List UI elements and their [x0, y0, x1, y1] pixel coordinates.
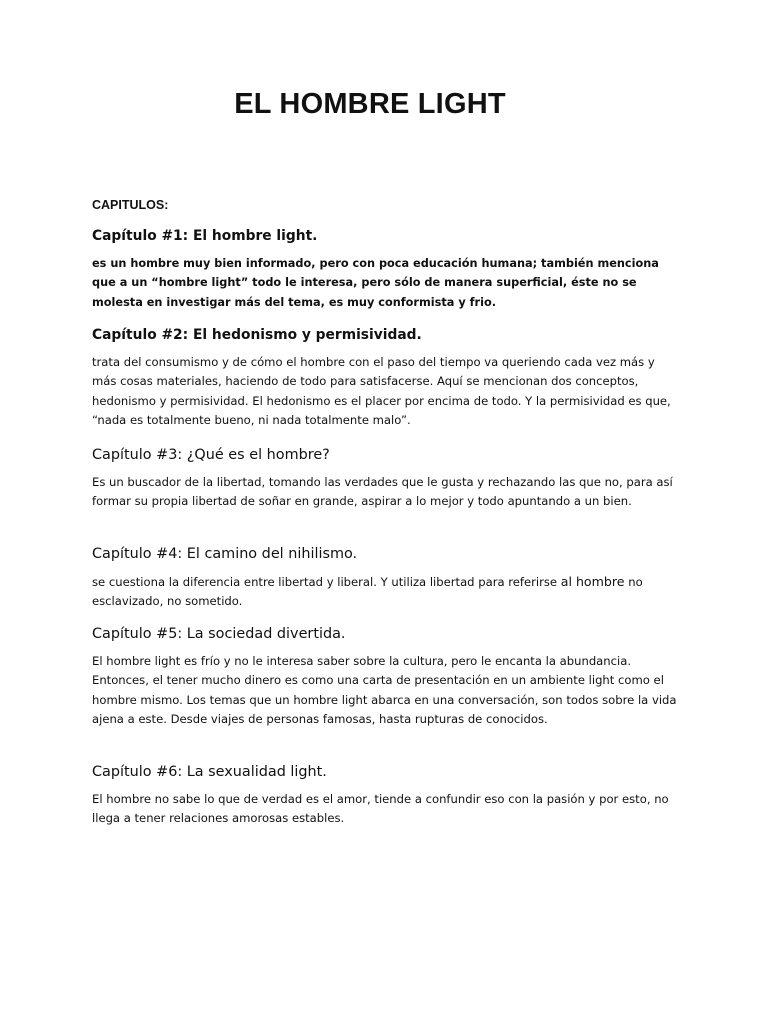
chapter-heading: Capítulo #1: El hombre light.	[92, 228, 318, 244]
document-title: EL HOMBRE LIGHT	[234, 88, 506, 120]
chapter-6	[92, 762, 682, 829]
chapter-body: El hombre no sabe lo que de verdad es el amor, tiende a confundir eso con la pasión y por esto, no llega a tener relaciones amorosas estables.	[92, 792, 669, 826]
chapter-body-emphasis: al hombre	[560, 574, 625, 589]
chapter-body-text: se cuestiona la diferencia entre libertad y liberal. Y utiliza libertad para referirse	[92, 575, 561, 589]
chapter-body: trata del consumismo y de cómo el hombre con el paso del tiempo va queriendo cada vez más y más cosas materiales, haciendo de todo para satisfacerse. Aquí se mencionan dos conceptos, hedonismo y permisividad. El hedonismo es el placer por encima de todo. Y la permisividad es que, “nada es totalmente bueno, ni nada totalmente malo”.	[92, 355, 671, 427]
chapter-body	[92, 572, 682, 612]
chapter-body: Es un buscador de la libertad, tomando las verdades que le gusta y rechazando las que no, para así formar su propia libertad de soñar en grande, aspirar a lo mejor y todo apuntando a un bien.	[92, 475, 673, 509]
chapter-heading: Capítulo #6: La sexualidad light.	[92, 764, 327, 780]
chapter-heading: Capítulo #3: ¿Qué es el hombre?	[92, 447, 330, 463]
chapter-heading: Capítulo #5: La sociedad divertida.	[92, 626, 346, 642]
chapter-heading: Capítulo #4: El camino del nihilismo.	[92, 546, 358, 562]
chapter-body-text-end: no esclavizado, no sometido.	[92, 575, 643, 609]
chapter-heading: Capítulo #2: El hedonismo y permisividad.	[92, 327, 422, 343]
chapter-3	[92, 445, 682, 512]
chapters-label: CAPITULOS:	[92, 198, 169, 212]
chapter-2	[92, 325, 682, 430]
chapter-4	[92, 544, 682, 612]
chapter-5	[92, 624, 682, 729]
chapter-1	[92, 226, 682, 312]
chapter-body: El hombre light es frío y no le interesa saber sobre la cultura, pero le encanta la abundancia. Entonces, el tener mucho dinero es como una carta de presentación en un ambiente light como el hombre mismo. Los temas que un hombre light abarca en una conversación, son todos sobre la vida ajena a este. Desde viajes de personas famosas, hasta rupturas de conocidos.	[92, 654, 677, 726]
chapter-body: es un hombre muy bien informado, pero con poca educación humana; también menciona que a un “hombre light” todo le interesa, pero sólo de manera superficial, éste no se molesta en investigar más del tema, es muy conformista y frio.	[92, 257, 659, 309]
